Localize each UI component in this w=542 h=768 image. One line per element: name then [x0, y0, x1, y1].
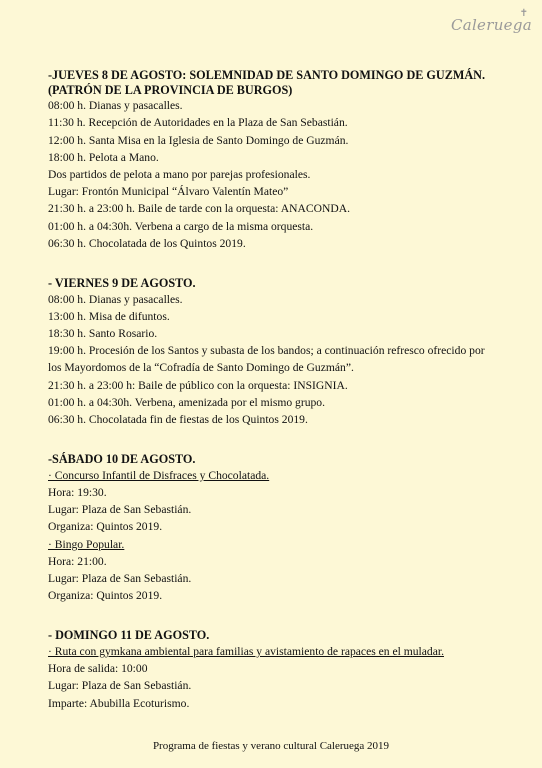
- logo-cross-icon: ✝: [519, 8, 528, 19]
- list-item: 13:00 h. Misa de difuntos.: [48, 309, 170, 323]
- section-heading: -JUEVES 8 DE AGOSTO: SOLEMNIDAD DE SANTO DOMINGO DE GUZMÁN. (PATRÓN DE LA PROVINCIA DE BURGOS): [48, 68, 485, 97]
- list-item: Lugar: Plaza de San Sebastián.: [48, 572, 192, 586]
- list-item: 12:00 h. Santa Misa en la Iglesia de Santo Domingo de Guzmán.: [48, 133, 349, 147]
- section-friday: [48, 276, 500, 428]
- event-title: · Ruta con gymkana ambiental para familias y avistamiento de rapaces en el muladar.: [48, 645, 444, 659]
- list-item: 18:30 h. Santo Rosario.: [48, 327, 158, 341]
- event-title: · Bingo Popular.: [48, 537, 125, 551]
- list-item: 01:00 h. a 04:30h. Verbena, amenizada por el mismo grupo.: [48, 395, 326, 409]
- section-thursday: [48, 68, 500, 252]
- event-title: · Concurso Infantil de Disfraces y Chocolatada.: [48, 468, 270, 482]
- list-item: 08:00 h. Dianas y pasacalles.: [48, 292, 183, 306]
- list-item: Lugar: Plaza de San Sebastián.: [48, 679, 192, 693]
- list-item: 18:00 h. Pelota a Mano.: [48, 150, 159, 164]
- list-item: Organiza: Quintos 2019.: [48, 589, 163, 603]
- list-item: Imparte: Abubilla Ecoturismo.: [48, 696, 190, 710]
- section-sunday: [48, 628, 500, 711]
- list-item: 01:00 h. a 04:30h. Verbena a cargo de la misma orquesta.: [48, 219, 314, 233]
- list-item: 21:30 h. a 23:00 h: Baile de público con la orquesta: INSIGNIA.: [48, 378, 348, 392]
- list-item: 11:30 h. Recepción de Autoridades en la Plaza de San Sebastián.: [48, 116, 348, 130]
- list-item: 06:30 h. Chocolatada fin de fiestas de los Quintos 2019.: [48, 413, 308, 427]
- list-item: Lugar: Plaza de San Sebastián.: [48, 503, 192, 517]
- list-item: Lugar: Frontón Municipal “Álvaro Valentín Mateo”: [48, 185, 289, 199]
- logo: Caleruega: [450, 16, 532, 34]
- list-item: Hora de salida: 10:00: [48, 662, 148, 676]
- list-item: Organiza: Quintos 2019.: [48, 520, 163, 534]
- page-footer: Programa de fiestas y verano cultural Caleruega 2019: [152, 740, 390, 752]
- list-item: Dos partidos de pelota a mano por parejas profesionales.: [48, 168, 311, 181]
- section-heading: - VIERNES 9 DE AGOSTO.: [48, 276, 196, 291]
- list-item: Hora: 19:30.: [48, 486, 107, 500]
- list-item: 08:00 h. Dianas y pasacalles.: [48, 99, 183, 113]
- list-item: 06:30 h. Chocolatada de los Quintos 2019.: [48, 236, 246, 250]
- section-heading: - DOMINGO 11 DE AGOSTO.: [48, 628, 210, 643]
- section-heading: -SÁBADO 10 DE AGOSTO.: [48, 452, 196, 467]
- list-item: 21:30 h. a 23:00 h. Baile de tarde con la orquesta: ANACONDA.: [48, 202, 351, 216]
- section-saturday: [48, 452, 500, 604]
- program-content: [48, 68, 500, 712]
- list-item: 19:00 h. Procesión de los Santos y subasta de los bandos; a continuación refresco ofrecido por los Mayordomos de la “Cofradía de Santo Domingo de Guzmán”.: [48, 344, 485, 375]
- list-item: Hora: 21:00.: [48, 554, 107, 568]
